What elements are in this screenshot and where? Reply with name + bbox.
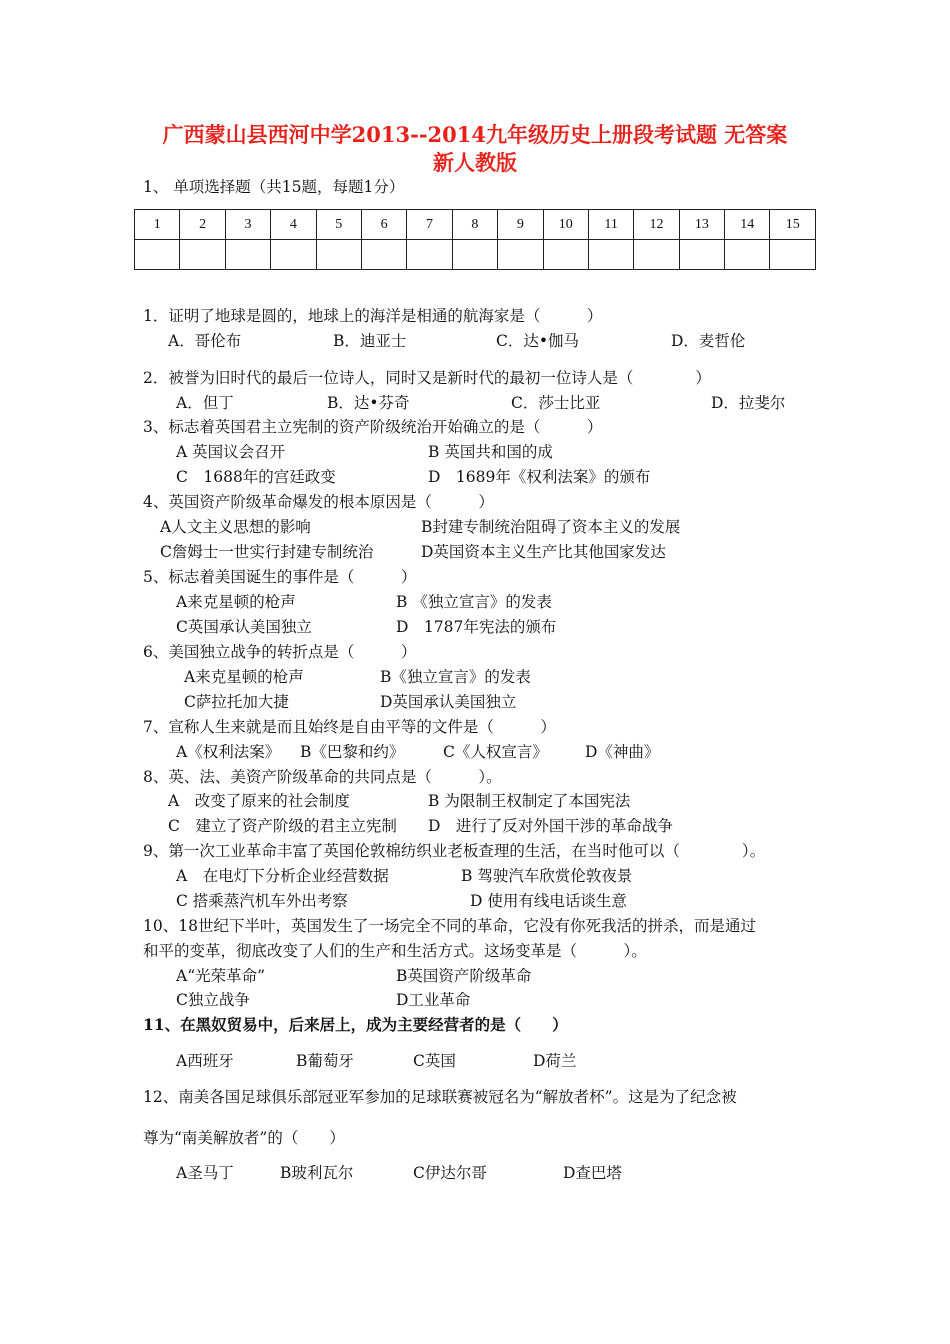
question-option: B葡萄牙 xyxy=(296,1052,354,1070)
question-option: A“光荣革命” xyxy=(176,967,266,985)
answer-number-cell: 6 xyxy=(361,210,406,240)
question-option: B《独立宣言》的发表 xyxy=(380,668,531,686)
question-option: D英国承认美国独立 xyxy=(380,693,517,711)
question-option: A西班牙 xyxy=(176,1052,234,1070)
answer-table-header-row xyxy=(135,210,816,240)
question-option: B．达•芬奇 xyxy=(327,394,410,412)
question-option: D．拉斐尔 xyxy=(711,394,786,412)
answer-number-cell: 2 xyxy=(180,210,225,240)
answer-blank-cell[interactable] xyxy=(543,240,588,270)
question-option: D 1787年宪法的颁布 xyxy=(396,618,557,636)
answer-blank-cell[interactable] xyxy=(770,240,816,270)
question-option: B英国资产阶级革命 xyxy=(396,967,532,985)
question-option: C英国 xyxy=(413,1052,456,1070)
question-option: A来克星顿的枪声 xyxy=(176,593,296,611)
answer-blank-cell[interactable] xyxy=(225,240,270,270)
question-option: C．达•伽马 xyxy=(496,332,580,350)
answer-number-cell: 9 xyxy=(498,210,543,240)
question-option: B 为限制王权制定了本国宪法 xyxy=(428,792,631,810)
answer-blank-cell[interactable] xyxy=(407,240,452,270)
question-option: D《神曲》 xyxy=(585,743,660,761)
question-option: C英国承认美国独立 xyxy=(176,618,312,636)
question-stem: 7、宣称人生来就是而且始终是自由平等的文件是（ ） xyxy=(143,718,556,736)
answer-number-cell: 15 xyxy=(770,210,816,240)
answer-number-cell: 3 xyxy=(225,210,270,240)
question-option: B 驾驶汽车欣赏伦敦夜景 xyxy=(461,867,633,885)
answer-number-cell: 4 xyxy=(271,210,316,240)
answer-blank-cell[interactable] xyxy=(316,240,361,270)
answer-blank-cell[interactable] xyxy=(634,240,679,270)
answer-table xyxy=(134,209,816,270)
question-option: B封建专制统治阻碍了资本主义的发展 xyxy=(421,518,681,536)
answer-number-cell: 8 xyxy=(452,210,497,240)
question-option: C伊达尔哥 xyxy=(413,1164,487,1182)
question-stem: 5、标志着美国诞生的事件是（ ） xyxy=(143,568,417,586)
question-option: D 进行了反对外国干涉的革命战争 xyxy=(428,817,673,835)
question-option: B玻利瓦尔 xyxy=(280,1164,354,1182)
question-option: B 英国共和国的成 xyxy=(428,443,553,461)
question-option: C《人权宣言》 xyxy=(443,743,548,761)
answer-number-cell: 11 xyxy=(588,210,633,240)
question-stem: 10、18世纪下半叶，英国发生了一场完全不同的革命，它没有你死我活的拼杀，而是通过 xyxy=(143,917,756,935)
question-stem: 6、美国独立战争的转折点是（ ） xyxy=(143,643,417,661)
answer-blank-cell[interactable] xyxy=(135,240,180,270)
answer-number-cell: 10 xyxy=(543,210,588,240)
question-option: A《权利法案》 xyxy=(176,743,281,761)
question-stem: 9、第一次工业革命丰富了英国伦敦棉纺织业老板查理的生活，在当时他可以（ ）。 xyxy=(143,842,766,860)
question-stem-continued: 尊为“南美解放者”的（ ） xyxy=(143,1129,345,1147)
question-stem: 11、在黑奴贸易中，后来居上，成为主要经营者的是（ ） xyxy=(143,1015,568,1034)
question-option: D荷兰 xyxy=(533,1052,577,1070)
question-option: C萨拉托加大捷 xyxy=(184,693,289,711)
question-option: C 建立了资产阶级的君主立宪制 xyxy=(168,817,397,835)
question-option: A人文主义思想的影响 xyxy=(160,518,311,536)
question-option: C 搭乘蒸汽机车外出考察 xyxy=(176,892,348,910)
answer-blank-cell[interactable] xyxy=(452,240,497,270)
answer-blank-cell[interactable] xyxy=(361,240,406,270)
answer-number-cell: 12 xyxy=(634,210,679,240)
answer-number-cell: 7 xyxy=(407,210,452,240)
answer-table-blank-row xyxy=(135,240,816,270)
answer-blank-cell[interactable] xyxy=(271,240,316,270)
answer-number-cell: 5 xyxy=(316,210,361,240)
question-option: C 1688年的宫廷政变 xyxy=(176,468,336,486)
document-title: 广西蒙山县西河中学2013--2014九年级历史上册段考试题 无答案 xyxy=(162,122,788,147)
question-stem-continued: 和平的变革，彻底改变了人们的生产和生活方式。这场变革是（ ）。 xyxy=(143,942,647,960)
question-option: C．莎士比亚 xyxy=(511,394,601,412)
question-option: A．哥伦布 xyxy=(168,332,242,350)
answer-blank-cell[interactable] xyxy=(180,240,225,270)
answer-blank-cell[interactable] xyxy=(588,240,633,270)
question-option: D查巴塔 xyxy=(563,1164,622,1182)
answer-blank-cell[interactable] xyxy=(498,240,543,270)
question-option: B．迪亚士 xyxy=(333,332,407,350)
question-stem: 3、标志着英国君主立宪制的资产阶级统治开始确立的是（ ） xyxy=(143,418,603,436)
question-stem: 12、南美各国足球俱乐部冠亚军参加的足球联赛被冠名为“解放者杯”。这是为了纪念被 xyxy=(143,1088,737,1106)
question-option: B《巴黎和约》 xyxy=(300,743,405,761)
question-option: D 1689年《权利法案》的颁布 xyxy=(428,468,651,486)
question-option: C独立战争 xyxy=(176,991,250,1009)
question-stem: 4、英国资产阶级革命爆发的根本原因是（ ） xyxy=(143,493,494,511)
question-option: A 英国议会召开 xyxy=(176,443,286,461)
answer-number-cell: 14 xyxy=(725,210,770,240)
answer-blank-cell[interactable] xyxy=(679,240,724,270)
question-option: C詹姆士一世实行封建专制统治 xyxy=(160,543,374,561)
question-option: A来克星顿的枪声 xyxy=(184,668,304,686)
question-stem: 2．被誉为旧时代的最后一位诗人，同时又是新时代的最初一位诗人是（ ） xyxy=(143,369,711,387)
answer-blank-cell[interactable] xyxy=(725,240,770,270)
question-stem: 1．证明了地球是圆的，地球上的海洋是相通的航海家是（ ） xyxy=(143,307,603,325)
question-option: D．麦哲伦 xyxy=(671,332,746,350)
question-option: D工业革命 xyxy=(396,991,471,1009)
question-option: D 使用有线电话谈生意 xyxy=(470,892,627,910)
answer-number-cell: 13 xyxy=(679,210,724,240)
question-option: A 在电灯下分析企业经营数据 xyxy=(176,867,389,885)
question-option: A圣马丁 xyxy=(176,1164,234,1182)
question-option: B 《独立宣言》的发表 xyxy=(396,593,552,611)
document-title-line2: 新人教版 xyxy=(433,150,517,175)
section-heading: 1、 单项选择题（共15题，每题1分） xyxy=(143,178,405,196)
question-option: A 改变了原来的社会制度 xyxy=(168,792,350,810)
question-option: A．但丁 xyxy=(176,394,234,412)
question-stem: 8、英、法、美资产阶级革命的共同点是（ ）。 xyxy=(143,768,502,786)
question-option: D英国资本主义生产比其他国家发达 xyxy=(421,543,666,561)
answer-number-cell: 1 xyxy=(135,210,180,240)
